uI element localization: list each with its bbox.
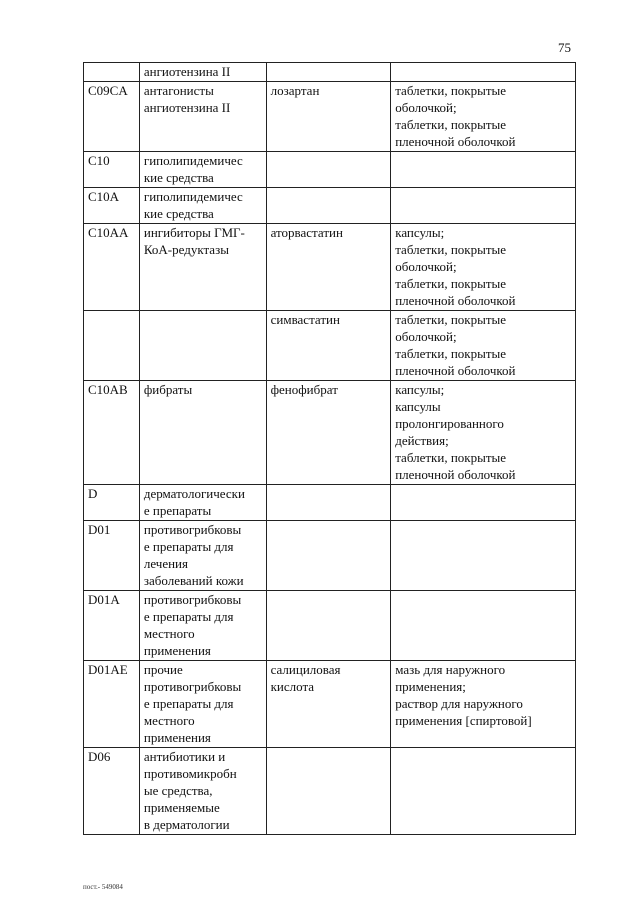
dosage-form-cell xyxy=(391,188,576,224)
dosage-form-cell xyxy=(391,152,576,188)
pharmacological-group-cell: противогрибковы е препараты для лечения заболеваний кожи xyxy=(139,521,266,591)
dosage-form-cell: таблетки, покрытые оболочкой; таблетки, покрытые пленочной оболочкой xyxy=(391,311,576,381)
table-row xyxy=(84,661,576,748)
atc-code-cell: C09CA xyxy=(84,82,140,152)
pharmacological-group-cell: гиполипидемичес кие средства xyxy=(139,188,266,224)
drug-name-cell: аторвастатин xyxy=(266,224,391,311)
table-row xyxy=(84,381,576,485)
atc-code-cell xyxy=(84,63,140,82)
drug-name-cell: симвастатин xyxy=(266,311,391,381)
table-row xyxy=(84,63,576,82)
drug-name-cell xyxy=(266,521,391,591)
table-row xyxy=(84,591,576,661)
pharmacological-group-cell: гиполипидемичес кие средства xyxy=(139,152,266,188)
drug-name-cell: фенофибрат xyxy=(266,381,391,485)
pharmacological-group-cell: дерматологически е препараты xyxy=(139,485,266,521)
medication-table xyxy=(83,62,576,835)
pharmacological-group-cell: ангиотензина II xyxy=(139,63,266,82)
drug-name-cell: салициловая кислота xyxy=(266,661,391,748)
dosage-form-cell xyxy=(391,63,576,82)
dosage-form-cell xyxy=(391,485,576,521)
dosage-form-cell: капсулы; таблетки, покрытые оболочкой; таблетки, покрытые пленочной оболочкой xyxy=(391,224,576,311)
atc-code-cell xyxy=(84,311,140,381)
dosage-form-cell: капсулы; капсулы пролонгированного действия; таблетки, покрытые пленочной оболочкой xyxy=(391,381,576,485)
drug-name-cell xyxy=(266,485,391,521)
atc-code-cell: D01A xyxy=(84,591,140,661)
pharmacological-group-cell: ингибиторы ГМГ- КоА-редуктазы xyxy=(139,224,266,311)
atc-code-cell: C10AB xyxy=(84,381,140,485)
atc-code-cell: D xyxy=(84,485,140,521)
table-row xyxy=(84,82,576,152)
table-row xyxy=(84,188,576,224)
table-row xyxy=(84,311,576,381)
pharmacological-group-cell: противогрибковы е препараты для местного применения xyxy=(139,591,266,661)
table-row xyxy=(84,224,576,311)
atc-code-cell: C10 xyxy=(84,152,140,188)
pharmacological-group-cell: прочие противогрибковы е препараты для местного применения xyxy=(139,661,266,748)
dosage-form-cell: таблетки, покрытые оболочкой; таблетки, покрытые пленочной оболочкой xyxy=(391,82,576,152)
drug-name-cell xyxy=(266,152,391,188)
atc-code-cell: D01 xyxy=(84,521,140,591)
table-row xyxy=(84,521,576,591)
pharmacological-group-cell: фибраты xyxy=(139,381,266,485)
dosage-form-cell xyxy=(391,748,576,835)
page-number: 75 xyxy=(558,40,571,55)
dosage-form-cell: мазь для наружного применения; раствор для наружного применения [спиртовой] xyxy=(391,661,576,748)
drug-name-cell xyxy=(266,591,391,661)
pharmacological-group-cell xyxy=(139,311,266,381)
atc-code-cell: C10AA xyxy=(84,224,140,311)
table-row xyxy=(84,485,576,521)
dosage-form-cell xyxy=(391,521,576,591)
table-row xyxy=(84,748,576,835)
table-row xyxy=(84,152,576,188)
pharmacological-group-cell: антибиотики и противомикробн ые средства, применяемые в дерматологии xyxy=(139,748,266,835)
drug-name-cell xyxy=(266,748,391,835)
atc-code-cell: C10A xyxy=(84,188,140,224)
atc-code-cell: D01AE xyxy=(84,661,140,748)
drug-name-cell xyxy=(266,63,391,82)
drug-name-cell: лозартан xyxy=(266,82,391,152)
pharmacological-group-cell: антагонисты ангиотензина II xyxy=(139,82,266,152)
dosage-form-cell xyxy=(391,591,576,661)
atc-code-cell: D06 xyxy=(84,748,140,835)
drug-name-cell xyxy=(266,188,391,224)
document-footer: пост.- 549084 xyxy=(83,883,123,891)
